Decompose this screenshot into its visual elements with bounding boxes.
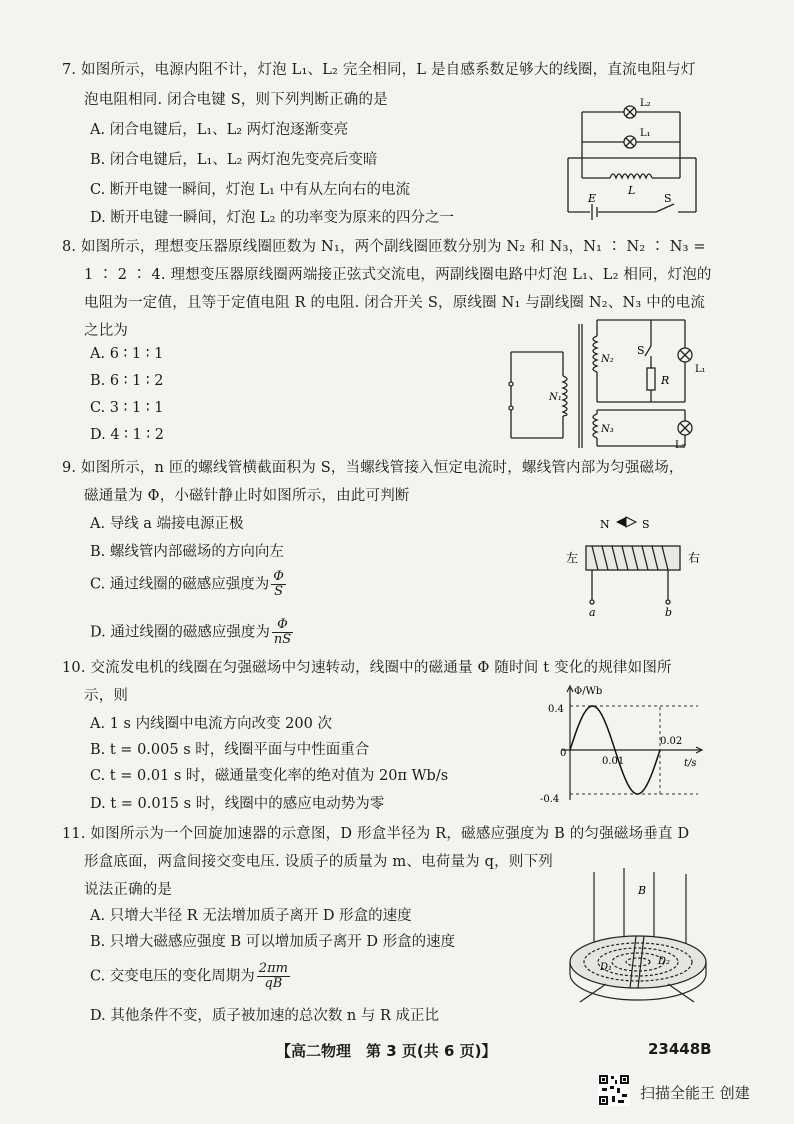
q9-option-d-fraction [272, 618, 293, 647]
chart-ytick-max: 0.4 [548, 704, 564, 715]
chart-xlabel: t/s [684, 758, 697, 769]
q9-option-c-fraction [271, 570, 286, 599]
q11-stem-line2: 形盒底面，两盒间接交变电压. 设质子的质量为 m、电荷量为 q，则下列 [84, 854, 553, 870]
chart-origin-label: 0 [560, 748, 567, 759]
q8-stem-line4: 之比为 [84, 323, 129, 339]
q11-option-a: A. 只增大半径 R 无法增加质子离开 D 形盒的速度 [90, 908, 412, 924]
q9-fig-label-left: 左 [566, 551, 579, 565]
q9-stem-line1: 9. 如图所示，n 匝的螺线管横截面积为 S，当螺线管接入恒定电流时，螺线管内部为匀强磁场， [62, 460, 684, 476]
q9-fig-label-a: a [589, 606, 596, 619]
q7-fig-label-s: S [664, 192, 672, 205]
q11-option-d: D. 其他条件不变，质子被加速的总次数 n 与 R 成正比 [90, 1008, 440, 1024]
q7-fig-label-l: L [628, 184, 636, 197]
q7-option-c: C. 断开电键一瞬间，灯泡 L₁ 中有从左向右的电流 [90, 182, 410, 198]
q9-d-denominator: nS [273, 632, 292, 647]
q8-stem-line3: 电阻为一定值，且等于定值电阻 R 的电阻. 闭合开关 S，原线圈 N₁ 与副线圈 N₂、N₃ 中的电流 [84, 295, 706, 311]
q9-c-denominator: S [274, 584, 284, 599]
q9-option-c-text: C. 通过线圈的磁感应强度为 [90, 576, 270, 593]
q9-option-d-text: D. 通过线圈的磁感应强度为 [90, 624, 270, 641]
q7-fig-label-l1: L₁ [640, 128, 651, 139]
q11-fig-label-d1: D₁ [600, 962, 613, 973]
q9-compass-north [616, 517, 626, 527]
page-footer-code: 23448B [648, 1040, 712, 1058]
q11-option-c-text: C. 交变电压的变化周期为 [90, 968, 255, 985]
q7-stem-line1: 7. 如图所示，电源内阻不计，灯泡 L₁、L₂ 完全相同，L 是自感系数足够大的线圈，直流电阻与灯 [62, 62, 696, 78]
q11-stem-line1: 11. 如图所示为一个回旋加速器的示意图，D 形盒半径为 R，磁感应强度为 B 的匀强磁场垂直 D [62, 826, 690, 842]
q8-fig-label-n1: N₁ [549, 392, 562, 403]
q8-stem-line1: 8. 如图所示，理想变压器原线圈匝数为 N₁，两个副线圈匝数分别为 N₂ 和 N₃，N₁ ∶ N₂ ∶ N₃ = [62, 239, 706, 255]
q8-fig-label-n3: N₃ [601, 424, 614, 435]
q8-fig-label-l1: L₁ [695, 364, 706, 375]
q10-stem-line2: 示，则 [84, 688, 129, 704]
q8-fig-label-n2: N₂ [601, 354, 614, 365]
q9-option-b: B. 螺线管内部磁场的方向向左 [90, 544, 284, 560]
q9-fig-label-s: S [642, 518, 650, 531]
q7-stem-line2: 泡电阻相同. 闭合电键 S，则下列判断正确的是 [84, 92, 388, 108]
page-footer-title: 【高二物理 第 3 页(共 6 页)】 [276, 1042, 497, 1060]
q7-fig-label-l2: L₂ [640, 98, 651, 109]
q9-option-d [90, 618, 293, 647]
q9-solenoid-figure [562, 510, 712, 620]
q9-fig-label-right: 右 [688, 551, 701, 565]
q10-option-a: A. 1 s 内线圈中电流方向改变 200 次 [90, 716, 332, 732]
q11-stem-line3: 说法正确的是 [84, 882, 173, 898]
q9-c-numerator: Φ [273, 569, 284, 584]
q7-circuit-figure [560, 92, 710, 224]
q8-transformer-figure [505, 316, 715, 452]
q9-fig-label-b: b [665, 606, 673, 619]
chart-ytick-min: -0.4 [540, 794, 560, 805]
q9-option-a: A. 导线 a 端接电源正极 [90, 516, 244, 532]
q8-option-b: B. 6 ∶ 1 ∶ 2 [90, 373, 164, 389]
q8-fig-label-r: R [661, 374, 670, 387]
chart-xtick-0.02: 0.02 [660, 736, 683, 747]
q11-option-c-fraction [257, 962, 290, 991]
q11-c-numerator: 2πm [258, 961, 288, 976]
q11-option-b: B. 只增大磁感应强度 B 可以增加质子离开 D 形盒的速度 [90, 934, 456, 950]
q11-c-denominator: qB [264, 976, 283, 991]
q8-stem-line2: 1 ∶ 2 ∶ 4. 理想变压器原线圈两端接正弦式交流电，两副线圈电路中灯泡 L₁、L₂ 相同，灯泡的 [84, 267, 712, 283]
q8-option-c: C. 3 ∶ 1 ∶ 1 [90, 400, 164, 416]
q7-option-a: A. 闭合电键后，L₁、L₂ 两灯泡逐渐变亮 [90, 122, 349, 138]
scanner-watermark: 扫描全能王 创建 [640, 1084, 750, 1102]
q10-flux-chart [538, 682, 716, 806]
q10-option-c: C. t = 0.01 s 时，磁通量变化率的绝对值为 20π Wb/s [90, 768, 449, 784]
q8-fig-label-l2: L₂ [675, 440, 686, 451]
qr-code-icon [598, 1074, 630, 1106]
q10-option-b: B. t = 0.005 s 时，线圈平面与中性面重合 [90, 742, 370, 758]
q7-option-b: B. 闭合电键后，L₁、L₂ 两灯泡先变亮后变暗 [90, 152, 378, 168]
q8-option-d: D. 4 ∶ 1 ∶ 2 [90, 427, 164, 443]
q9-fig-label-n: N [600, 518, 610, 531]
q10-stem-line1: 10. 交流发电机的线圈在匀强磁场中匀速转动，线圈中的磁通量 Φ 随时间 t 变化的规律如图所 [62, 660, 672, 676]
q11-fig-label-b: B [638, 884, 647, 897]
q11-cyclotron-figure [560, 866, 720, 1006]
q7-option-d: D. 断开电键一瞬间，灯泡 L₂ 的功率变为原来的四分之一 [90, 210, 454, 226]
q9-option-c [90, 570, 286, 599]
q9-compass-south [626, 517, 636, 527]
q8-fig-label-s: S [637, 344, 645, 357]
q11-fig-label-d2: D₂ [658, 956, 671, 967]
q11-option-c [90, 962, 290, 991]
chart-xtick-0.01: 0.01 [602, 756, 625, 767]
chart-ylabel: Φ/Wb [574, 686, 603, 697]
q9-d-numerator: Φ [272, 618, 293, 633]
q7-fig-label-e: E [588, 192, 597, 205]
q10-option-d: D. t = 0.015 s 时，线圈中的感应电动势为零 [90, 796, 385, 812]
q8-option-a: A. 6 ∶ 1 ∶ 1 [90, 346, 164, 362]
q9-stem-line2: 磁通量为 Φ，小磁针静止时如图所示，由此可判断 [84, 488, 410, 504]
